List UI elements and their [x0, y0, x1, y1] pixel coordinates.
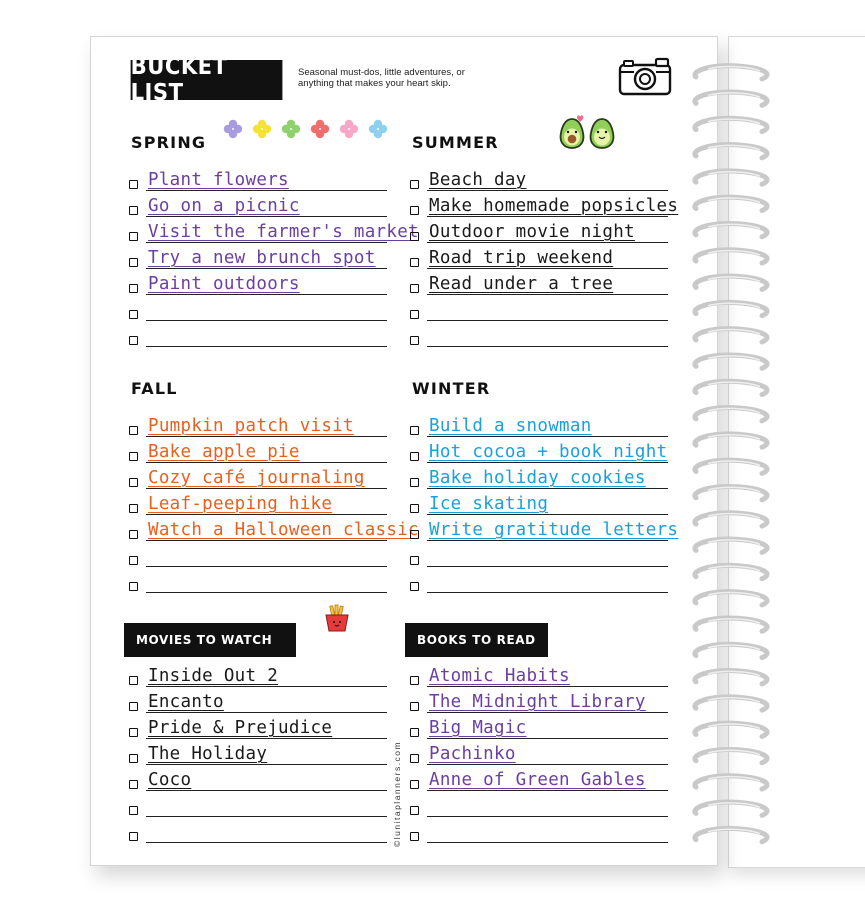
list-item [129, 194, 387, 220]
list-item [129, 794, 387, 820]
spiral-ring [695, 644, 767, 657]
list-item [410, 820, 668, 846]
list-item [410, 466, 668, 492]
item-text: Cozy café journaling [148, 468, 365, 488]
writing-line [427, 514, 668, 515]
writing-line [427, 738, 668, 739]
list-item [410, 742, 668, 768]
item-text: Watch a Halloween classic [148, 520, 419, 540]
checkbox[interactable] [410, 478, 419, 487]
writing-line [146, 842, 387, 843]
item-text: Go on a picnic [148, 196, 300, 216]
list-item [410, 492, 668, 518]
list-item [410, 664, 668, 690]
item-text: Leaf-peeping hike [148, 494, 333, 514]
spiral-ring [695, 276, 767, 289]
checkbox[interactable] [410, 556, 419, 565]
spiral-binding [688, 58, 778, 848]
item-text: Pride & Prejudice [148, 718, 333, 738]
list-item [410, 544, 668, 570]
writing-line [427, 294, 668, 295]
checkbox[interactable] [129, 832, 138, 841]
winter-list [410, 414, 679, 596]
writing-line [146, 346, 387, 347]
camera-icon [618, 57, 674, 97]
item-text: Outdoor movie night [429, 222, 635, 242]
list-item [410, 414, 668, 440]
writing-line [146, 540, 387, 541]
checkbox[interactable] [129, 180, 138, 189]
spring-list [129, 168, 419, 350]
spiral-ring [695, 671, 767, 684]
spiral-ring [695, 460, 767, 473]
item-text: The Holiday [148, 744, 268, 764]
writing-line [146, 566, 387, 567]
list-item [129, 272, 387, 298]
checkbox[interactable] [410, 806, 419, 815]
writing-line [146, 738, 387, 739]
flower-icon-pink [339, 119, 359, 139]
writing-line [427, 686, 668, 687]
checkbox[interactable] [410, 336, 419, 345]
list-item [410, 272, 668, 298]
page-title: BUCKET LIST [131, 60, 283, 100]
list-item [129, 742, 387, 768]
spiral-ring [695, 697, 767, 710]
writing-line [146, 436, 387, 437]
spiral-ring [695, 329, 767, 342]
section-title-winter: WINTER [412, 379, 491, 398]
list-item [129, 220, 419, 246]
writing-line [427, 346, 668, 347]
item-text: Encanto [148, 692, 224, 712]
checkbox[interactable] [129, 530, 138, 539]
flower-icon-yellow [252, 119, 272, 139]
writing-line [427, 216, 668, 217]
list-item [410, 246, 668, 272]
item-text: Build a snowman [429, 416, 592, 436]
writing-line [427, 268, 668, 269]
writing-line [427, 488, 668, 489]
writing-line [146, 514, 387, 515]
credit-text: ©lunitaplanners.com [392, 740, 402, 847]
checkbox[interactable] [410, 180, 419, 189]
checkbox[interactable] [129, 556, 138, 565]
checkbox[interactable] [129, 702, 138, 711]
writing-line [427, 790, 668, 791]
writing-line [427, 540, 668, 541]
item-text: Make homemade popsicles [429, 196, 679, 216]
movies-list [129, 664, 387, 846]
summer-list [410, 168, 679, 350]
list-item [129, 690, 387, 716]
list-item [410, 768, 668, 794]
spiral-ring [695, 302, 767, 315]
item-text: Beach day [429, 170, 527, 190]
page-subtitle [298, 67, 498, 89]
writing-line [427, 242, 668, 243]
writing-line [427, 190, 668, 191]
section-title-books: BOOKS TO READ [405, 623, 548, 657]
checkbox[interactable] [129, 780, 138, 789]
spiral-ring [695, 828, 767, 841]
writing-line [146, 242, 387, 243]
checkbox[interactable] [410, 754, 419, 763]
section-title-summer: SUMMER [412, 133, 499, 152]
subtitle-line-1: Seasonal must-dos, little adventures, or [298, 67, 465, 78]
section-title-movies: MOVIES TO WATCH [124, 623, 296, 657]
checkbox[interactable] [129, 426, 138, 435]
item-text: Pachinko [429, 744, 516, 764]
spiral-ring [695, 776, 767, 789]
fries-icon [322, 603, 352, 633]
item-text: Big Magic [429, 718, 527, 738]
item-text: Try a new brunch spot [148, 248, 376, 268]
item-text: Atomic Habits [429, 666, 570, 686]
flower-icon-purple [223, 119, 243, 139]
item-text: Road trip weekend [429, 248, 614, 268]
list-item [410, 220, 668, 246]
list-item [129, 414, 387, 440]
writing-line [427, 842, 668, 843]
writing-line [427, 764, 668, 765]
writing-line [146, 190, 387, 191]
checkbox[interactable] [410, 780, 419, 789]
checkbox[interactable] [410, 702, 419, 711]
item-text: Ice skating [429, 494, 549, 514]
spiral-ring [695, 223, 767, 236]
spiral-ring [695, 355, 767, 368]
flower-decoration [223, 119, 393, 141]
writing-line [146, 712, 387, 713]
spiral-ring [695, 434, 767, 447]
list-item [410, 794, 668, 820]
checkbox[interactable] [129, 728, 138, 737]
flower-icon-blue [368, 119, 388, 139]
list-item [129, 716, 387, 742]
spiral-ring [695, 486, 767, 499]
list-item [410, 324, 668, 350]
checkbox[interactable] [410, 582, 419, 591]
writing-line [146, 790, 387, 791]
spiral-ring [695, 145, 767, 158]
avocado-couple-icon [557, 115, 619, 151]
checkbox[interactable] [410, 258, 419, 267]
checkbox[interactable] [410, 452, 419, 461]
spiral-ring [695, 118, 767, 131]
writing-line [427, 320, 668, 321]
item-text: Plant flowers [148, 170, 289, 190]
writing-line [146, 462, 387, 463]
list-item [410, 690, 668, 716]
spiral-ring [695, 723, 767, 736]
writing-line [427, 592, 668, 593]
item-text: Pumpkin patch visit [148, 416, 354, 436]
item-text: Hot cocoa + book night [429, 442, 668, 462]
checkbox[interactable] [129, 452, 138, 461]
spiral-ring [695, 802, 767, 815]
checkbox[interactable] [129, 676, 138, 685]
list-item [410, 570, 668, 596]
checkbox[interactable] [129, 284, 138, 293]
list-item [129, 440, 387, 466]
checkbox[interactable] [129, 582, 138, 591]
checkbox[interactable] [129, 504, 138, 513]
checkbox[interactable] [129, 206, 138, 215]
spiral-ring [695, 381, 767, 394]
list-item [410, 168, 668, 194]
list-item [129, 664, 387, 690]
spiral-ring [695, 565, 767, 578]
checkbox[interactable] [129, 806, 138, 815]
writing-line [146, 268, 387, 269]
books-list [410, 664, 668, 846]
section-title-spring: SPRING [131, 133, 207, 152]
checkbox[interactable] [410, 206, 419, 215]
list-item [129, 570, 387, 596]
list-item [129, 518, 419, 544]
list-item [129, 168, 387, 194]
writing-line [146, 592, 387, 593]
flower-icon-green [281, 119, 301, 139]
writing-line [427, 566, 668, 567]
list-item [410, 298, 668, 324]
item-text: Inside Out 2 [148, 666, 279, 686]
list-item [129, 246, 387, 272]
writing-line [146, 816, 387, 817]
checkbox[interactable] [410, 232, 419, 241]
planner-page [90, 36, 718, 866]
checkbox[interactable] [410, 832, 419, 841]
checkbox[interactable] [129, 232, 138, 241]
checkbox[interactable] [129, 336, 138, 345]
list-item [129, 324, 387, 350]
checkbox[interactable] [129, 754, 138, 763]
list-item [129, 544, 387, 570]
item-text: The Midnight Library [429, 692, 646, 712]
writing-line [427, 436, 668, 437]
writing-line [427, 712, 668, 713]
item-text: Bake holiday cookies [429, 468, 646, 488]
subtitle-line-2: anything that makes your heart skip. [298, 78, 451, 89]
list-item [129, 298, 387, 324]
writing-line [146, 488, 387, 489]
list-item [410, 440, 668, 466]
spiral-ring [695, 539, 767, 552]
spiral-ring [695, 618, 767, 631]
checkbox[interactable] [410, 310, 419, 319]
checkbox[interactable] [410, 676, 419, 685]
spiral-ring [695, 197, 767, 210]
list-item [410, 194, 679, 220]
list-item [129, 466, 387, 492]
writing-line [146, 764, 387, 765]
spiral-ring [695, 171, 767, 184]
item-text: Bake apple pie [148, 442, 300, 462]
writing-line [146, 686, 387, 687]
spiral-ring [695, 250, 767, 263]
writing-line [146, 320, 387, 321]
checkbox[interactable] [129, 258, 138, 267]
item-text: Read under a tree [429, 274, 614, 294]
spiral-ring [695, 66, 767, 79]
checkbox[interactable] [410, 530, 419, 539]
checkbox[interactable] [410, 284, 419, 293]
spiral-ring [695, 408, 767, 421]
writing-line [146, 294, 387, 295]
flower-icon-red [310, 119, 330, 139]
list-item [410, 518, 679, 544]
list-item [129, 492, 387, 518]
spiral-ring [695, 749, 767, 762]
checkbox[interactable] [410, 728, 419, 737]
item-text: Anne of Green Gables [429, 770, 646, 790]
fall-list [129, 414, 419, 596]
spiral-ring [695, 92, 767, 105]
spiral-ring [695, 592, 767, 605]
writing-line [427, 462, 668, 463]
checkbox[interactable] [410, 504, 419, 513]
item-text: Paint outdoors [148, 274, 300, 294]
item-text: Coco [148, 770, 192, 790]
checkbox[interactable] [410, 426, 419, 435]
writing-line [146, 216, 387, 217]
section-title-fall: FALL [131, 379, 178, 398]
item-text: Visit the farmer's market [148, 222, 419, 242]
list-item [129, 768, 387, 794]
list-item [129, 820, 387, 846]
spiral-ring [695, 513, 767, 526]
writing-line [427, 816, 668, 817]
checkbox[interactable] [129, 478, 138, 487]
list-item [410, 716, 668, 742]
checkbox[interactable] [129, 310, 138, 319]
item-text: Write gratitude letters [429, 520, 679, 540]
